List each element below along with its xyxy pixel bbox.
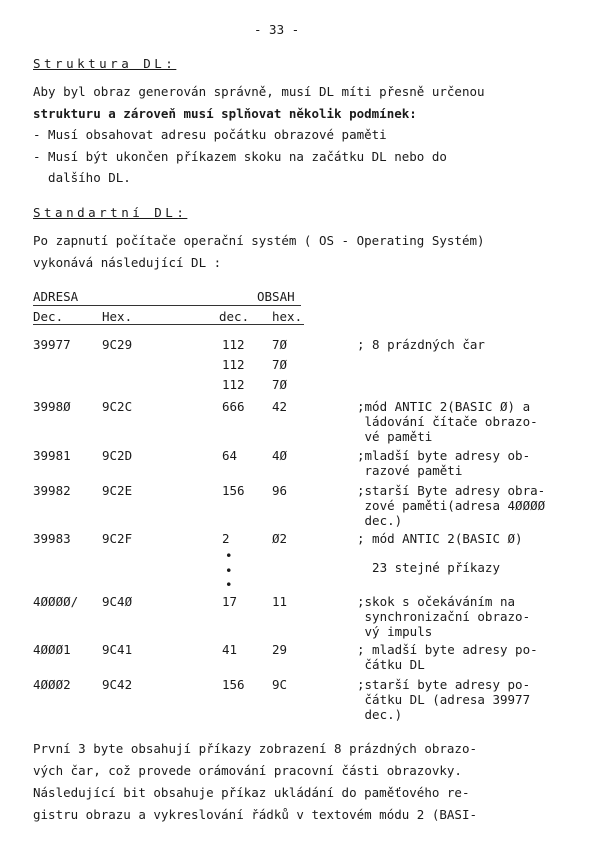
table-header-adresa: ADRESA (33, 289, 79, 304)
col-header-adr-hex: Hex. (102, 309, 133, 324)
cell-adr-hex: 9C29 (102, 337, 133, 352)
cell-adr-dec: 3998Ø (33, 399, 71, 414)
cell-adr-hex: 9C42 (102, 677, 133, 692)
cell-adr-dec: 39982 (33, 483, 71, 498)
cell-adr-dec: 4ØØØ1 (33, 642, 71, 657)
cell-comment: ; 8 prázdných čar (357, 337, 485, 352)
col-header-val-dec: dec. (219, 309, 250, 324)
section-heading-struktura: Struktura DL: (33, 56, 177, 71)
cell-comment: ;starší byte adresy po- čátku DL (adresa 39977 dec.) (357, 677, 531, 722)
cell-val-hex: 7Ø (272, 337, 288, 352)
paragraph-line: vých čar, což provede orámování pracovní části obrazovky. (33, 763, 462, 778)
cell-val-dec: 64 (222, 448, 238, 463)
cell-comment: ;skok s očekáváním na synchronizační obrazo- vý impuls (357, 594, 531, 639)
cell-adr-hex: 9C2D (102, 448, 133, 463)
cell-adr-hex: 9C2F (102, 531, 133, 546)
page-number: - 33 - (254, 22, 300, 37)
cell-val-dec: 112 (222, 357, 245, 372)
paragraph-line: gistru obrazu a vykreslování řádků v textovém módu 2 (BASI- (33, 807, 478, 822)
cell-adr-hex: 9C2C (102, 399, 133, 414)
cell-val-hex: 42 (272, 399, 288, 414)
cell-val-hex: 4Ø (272, 448, 288, 463)
cell-adr-dec: 39977 (33, 337, 71, 352)
table-header-obsah: OBSAH (257, 289, 295, 304)
cell-adr-dec: 4ØØØØ/ (33, 594, 79, 609)
cell-val-dec: 156 (222, 677, 245, 692)
cell-val-dec: 112 (222, 337, 245, 352)
cell-adr-dec: 39981 (33, 448, 71, 463)
cell-val-dec: 41 (222, 642, 238, 657)
cell-val-dec: 666 (222, 399, 245, 414)
col-header-val-hex: hex. (272, 309, 303, 324)
cell-val-hex: 29 (272, 642, 288, 657)
cell-comment: ;starší Byte adresy obra- zové paměti(adresa 4ØØØØ dec.) (357, 483, 546, 528)
paragraph-line: strukturu a zároveň musí splňovat několik podmínek: (33, 106, 417, 121)
dot: • (225, 548, 233, 563)
cell-adr-dec: 4ØØØ2 (33, 677, 71, 692)
cell-val-hex: 7Ø (272, 377, 288, 392)
cell-val-hex: 9C (272, 677, 288, 692)
cell-adr-hex: 9C2E (102, 483, 133, 498)
cell-val-dec: 17 (222, 594, 238, 609)
dot: • (225, 563, 233, 578)
cell-val-hex: 11 (272, 594, 288, 609)
cell-val-dec: 156 (222, 483, 245, 498)
cell-val-hex: 7Ø (272, 357, 288, 372)
cell-adr-hex: 9C41 (102, 642, 133, 657)
cell-comment: 23 stejné příkazy (357, 560, 500, 575)
header-rule-top (33, 305, 301, 306)
bullet-line: - Musí být ukončen příkazem skoku na začátku DL nebo do (33, 149, 447, 164)
cell-comment: ; mladší byte adresy po- čátku DL (357, 642, 538, 672)
cell-val-dec: 2 (222, 531, 230, 546)
paragraph-line: vykonává následující DL : (33, 255, 222, 270)
cell-val-hex: 96 (272, 483, 288, 498)
paragraph-line: Aby byl obraz generován správně, musí DL míti přesně určenou (33, 84, 485, 99)
cell-comment: ; mód ANTIC 2(BASIC Ø) (357, 531, 523, 546)
dot: • (225, 577, 233, 592)
paragraph-line: Po zapnutí počítače operační systém ( OS - Operating Systém) (33, 233, 485, 248)
cell-comment: ;mladší byte adresy ob- razové paměti (357, 448, 531, 478)
cell-val-dec: 112 (222, 377, 245, 392)
bullet-line: - Musí obsahovat adresu počátku obrazové paměti (33, 127, 387, 142)
cell-adr-hex: 9C4Ø (102, 594, 133, 609)
cell-adr-dec: 39983 (33, 531, 71, 546)
section-heading-standartni: Standartní DL: (33, 205, 188, 220)
cell-val-hex: Ø2 (272, 531, 288, 546)
header-rule-bottom (33, 324, 304, 325)
col-header-adr-dec: Dec. (33, 309, 64, 324)
paragraph-line: První 3 byte obsahují příkazy zobrazení 8 prázdných obrazo- (33, 741, 478, 756)
bullet-line-continued: dalšího DL. (33, 170, 131, 185)
cell-comment: ;mód ANTIC 2(BASIC Ø) a ládování čítače obrazo- vé paměti (357, 399, 538, 444)
paragraph-line: Následující bit obsahuje příkaz ukládání do paměťového re- (33, 785, 470, 800)
